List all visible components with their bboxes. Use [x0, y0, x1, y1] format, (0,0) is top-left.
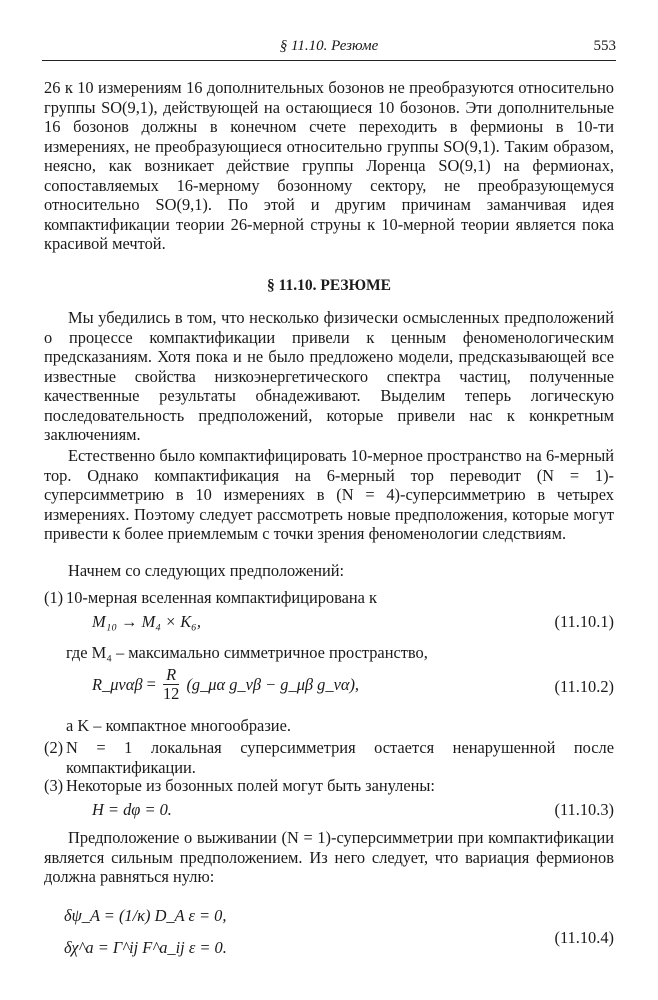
equation-body: H = dφ = 0. [92, 800, 172, 819]
fermion-variation-psi: δψ_A = (1/κ) D_A ε = 0, [64, 906, 227, 925]
equation-11-10-1 [92, 612, 614, 636]
list-text: 10-мерная вселенная компактифицирована к [66, 588, 378, 607]
paragraph: Мы убедились в том, что несколько физически осмысленных предположений о процессе компактификации привели к ценным феноменологическим предсказаниям. Хотя пока и не было предложено модели, предсказывающей все известные свойства низкоэнергетического спектра частиц, полученные качественные результаты обнадеживают. Выделим теперь логическую последовательность предположений, которые привели нас к конкретным заключениям. [44, 308, 614, 444]
k-text: а K – компактное многообразие. [66, 716, 291, 735]
section-heading: § 11.10. РЕЗЮМЕ [267, 277, 391, 294]
fraction [163, 666, 179, 703]
list-number: (2) [44, 738, 64, 757]
fermion-variation-chi: δχ^a = Γ^ij F^a_ij ε = 0. [64, 938, 227, 957]
paragraph: Начнем со следующих предположений: [68, 561, 345, 580]
assumptions-intro-block [44, 561, 614, 581]
where-text: где M₄ – максимально симметричное пространство, [66, 643, 428, 662]
equation-11-10-4 [64, 900, 614, 970]
fraction-denominator: 12 [162, 684, 180, 703]
fraction-numerator: R [163, 666, 179, 685]
metric-product: (g_μα g_νβ − g_μβ g_να), [186, 674, 360, 694]
equation-number: (11.10.3) [554, 800, 614, 819]
assumption-2 [44, 738, 614, 777]
equation-number: (11.10.4) [554, 928, 614, 947]
equation-11-10-3 [92, 800, 614, 824]
paragraph: Естественно было компактифицировать 10-мерное пространство на 6-мерный тор. Однако компактификация на 6-мерный тор переводит (N = 1)-суперсимметрию в 10 измерениях в (N = 4)-суперсимметрию в четырех измерениях. Поэтому следует рассмотреть новые предположения, которые могут привести к более приемлемым с точки зрения феноменологии следствиям. [44, 446, 614, 543]
equation-11-10-2 [92, 666, 614, 708]
list-text: Некоторые из бозонных полей могут быть занулены: [66, 776, 435, 795]
list-text: N = 1 локальная суперсимметрия остается ненарушенной после компактификации. [66, 738, 614, 777]
assumption-1 [44, 588, 614, 608]
list-number: (3) [44, 776, 64, 795]
paragraph: Предположение о выживании (N = 1)-суперсимметрии при компактификации является сильным предположением. Из него следует, что вариация фермионов должна равняться нулю: [44, 828, 614, 886]
equation-body: R_μναβ = $\frac{R}{12}$ (g_μα g_νβ − g_μβ g_να), [92, 665, 360, 703]
list-number: (1) [44, 588, 64, 607]
closing-paragraph-block [44, 828, 614, 887]
running-header [42, 34, 616, 61]
equation-body: M₁₀ → M₄ × K₆, [92, 612, 201, 631]
equation-number: (11.10.1) [554, 612, 614, 631]
torus-paragraph-block [44, 446, 614, 544]
paragraph-continuation: 26 к 10 измерениям 16 дополнительных бозонов не преобразуются относительно группы SO(9,1), действующей на остающиеся 10 бозонов. Эти дополнительные 16 бозонов должны в конечном счете переходить в фермионы в 10-ти измерениях, не преобразующиеся относительно группы SO(9,1). Таким образом, неясно, как возникает действие группы Лоренца SO(9,1) на фермионах, сопоставляемых 16-мерному бозонному сектору, не преобразующемуся относительно SO(9,1). По этой и другим причинам заманчивая идея компактификации теории 26-мерной струны к 10-мерной теории является пока красивой мечтой. [44, 78, 614, 253]
compact-manifold-line [66, 716, 614, 736]
equation-number: (11.10.2) [554, 677, 614, 696]
top-paragraph-block [44, 78, 614, 254]
assumption-3 [44, 776, 614, 796]
riemann-lhs: R_μναβ [92, 674, 143, 694]
where-line [66, 643, 614, 663]
page-number: 553 [593, 38, 616, 54]
summary-paragraph-block [44, 308, 614, 445]
running-title: § 11.10. Резюме [279, 38, 379, 54]
